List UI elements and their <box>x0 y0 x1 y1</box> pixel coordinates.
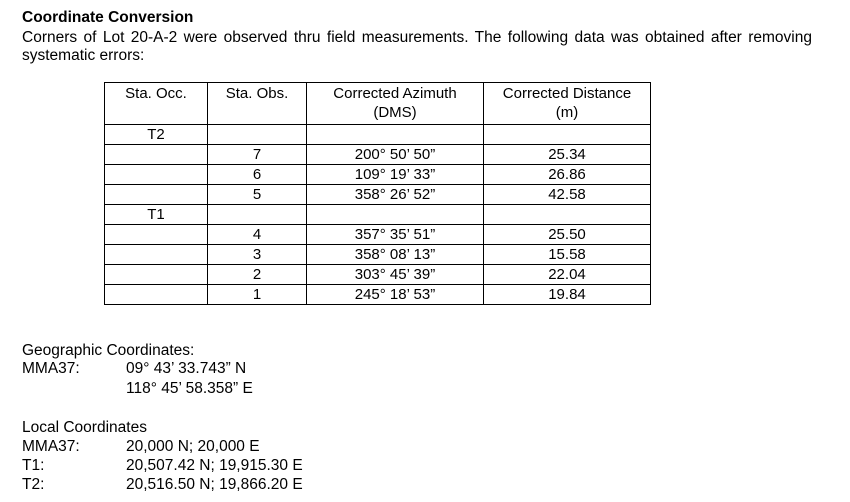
cell-azimuth: 358° 08’ 13” <box>307 245 484 265</box>
geographic-station-label: MMA37: <box>22 360 80 377</box>
local-coordinates-heading: Local Coordinates <box>22 419 147 436</box>
cell-distance: 26.86 <box>484 165 651 185</box>
table-row <box>105 265 651 285</box>
cell-sta-occ: T1 <box>105 205 208 225</box>
cell-sta-occ <box>105 265 208 285</box>
local-station-label: T2: <box>22 476 45 493</box>
document-title: Coordinate Conversion <box>22 9 194 26</box>
cell-sta-occ: T2 <box>105 125 208 145</box>
cell-sta-occ <box>105 245 208 265</box>
cell-azimuth: 303° 45’ 39” <box>307 265 484 285</box>
cell-sta-obs: 3 <box>208 245 307 265</box>
cell-sta-occ <box>105 225 208 245</box>
cell-sta-obs: 1 <box>208 285 307 305</box>
cell-distance: 22.04 <box>484 265 651 285</box>
cell-azimuth: 358° 26’ 52” <box>307 185 484 205</box>
header-distance-unit: (m) <box>555 104 579 121</box>
header-distance <box>484 83 651 125</box>
cell-sta-occ <box>105 165 208 185</box>
cell-distance: 25.50 <box>484 225 651 245</box>
table-row <box>105 185 651 205</box>
header-sta-obs <box>208 83 307 125</box>
local-station-value: 20,507.42 N; 19,915.30 E <box>126 457 303 474</box>
cell-distance: 15.58 <box>484 245 651 265</box>
table-row <box>105 205 651 225</box>
local-station-value: 20,516.50 N; 19,866.20 E <box>126 476 303 493</box>
cell-azimuth <box>307 205 484 225</box>
cell-sta-obs: 7 <box>208 145 307 165</box>
geographic-coordinates-heading: Geographic Coordinates: <box>22 342 195 359</box>
cell-azimuth: 200° 50’ 50” <box>307 145 484 165</box>
cell-distance <box>484 125 651 145</box>
intro-paragraph: Corners of Lot 20-A-2 were observed thru field measurements. The following data was obtained after removing systematic errors: <box>22 29 812 64</box>
local-station-label: T1: <box>22 457 45 474</box>
table-row <box>105 285 651 305</box>
table-row <box>105 165 651 185</box>
cell-sta-occ <box>105 285 208 305</box>
cell-sta-occ <box>105 185 208 205</box>
geographic-latitude: 09° 43’ 33.743” N <box>126 360 247 377</box>
header-sta-occ-label: Sta. Occ. <box>125 85 187 102</box>
cell-azimuth: 109° 19’ 33” <box>307 165 484 185</box>
header-sta-occ <box>105 83 208 125</box>
cell-distance: 42.58 <box>484 185 651 205</box>
header-azimuth-unit: (DMS) <box>373 104 417 121</box>
local-station-label: MMA37: <box>22 438 80 455</box>
cell-distance <box>484 205 651 225</box>
table-header-row <box>105 83 651 125</box>
table-row <box>105 225 651 245</box>
cell-azimuth: 245° 18’ 53” <box>307 285 484 305</box>
cell-sta-obs: 2 <box>208 265 307 285</box>
cell-sta-occ <box>105 145 208 165</box>
table-row <box>105 245 651 265</box>
cell-sta-obs: 6 <box>208 165 307 185</box>
local-station-value: 20,000 N; 20,000 E <box>126 438 260 455</box>
header-azimuth-label: Corrected Azimuth <box>333 85 457 102</box>
cell-azimuth <box>307 125 484 145</box>
cell-distance: 25.34 <box>484 145 651 165</box>
cell-sta-obs: 4 <box>208 225 307 245</box>
table-row <box>105 125 651 145</box>
table-row <box>105 145 651 165</box>
header-sta-obs-label: Sta. Obs. <box>225 85 289 102</box>
cell-azimuth: 357° 35’ 51” <box>307 225 484 245</box>
cell-sta-obs <box>208 125 307 145</box>
header-azimuth <box>307 83 484 125</box>
observation-table <box>104 82 651 305</box>
geographic-longitude: 118° 45’ 58.358” E <box>126 380 253 397</box>
cell-sta-obs <box>208 205 307 225</box>
header-distance-label: Corrected Distance <box>502 85 632 102</box>
cell-sta-obs: 5 <box>208 185 307 205</box>
cell-distance: 19.84 <box>484 285 651 305</box>
